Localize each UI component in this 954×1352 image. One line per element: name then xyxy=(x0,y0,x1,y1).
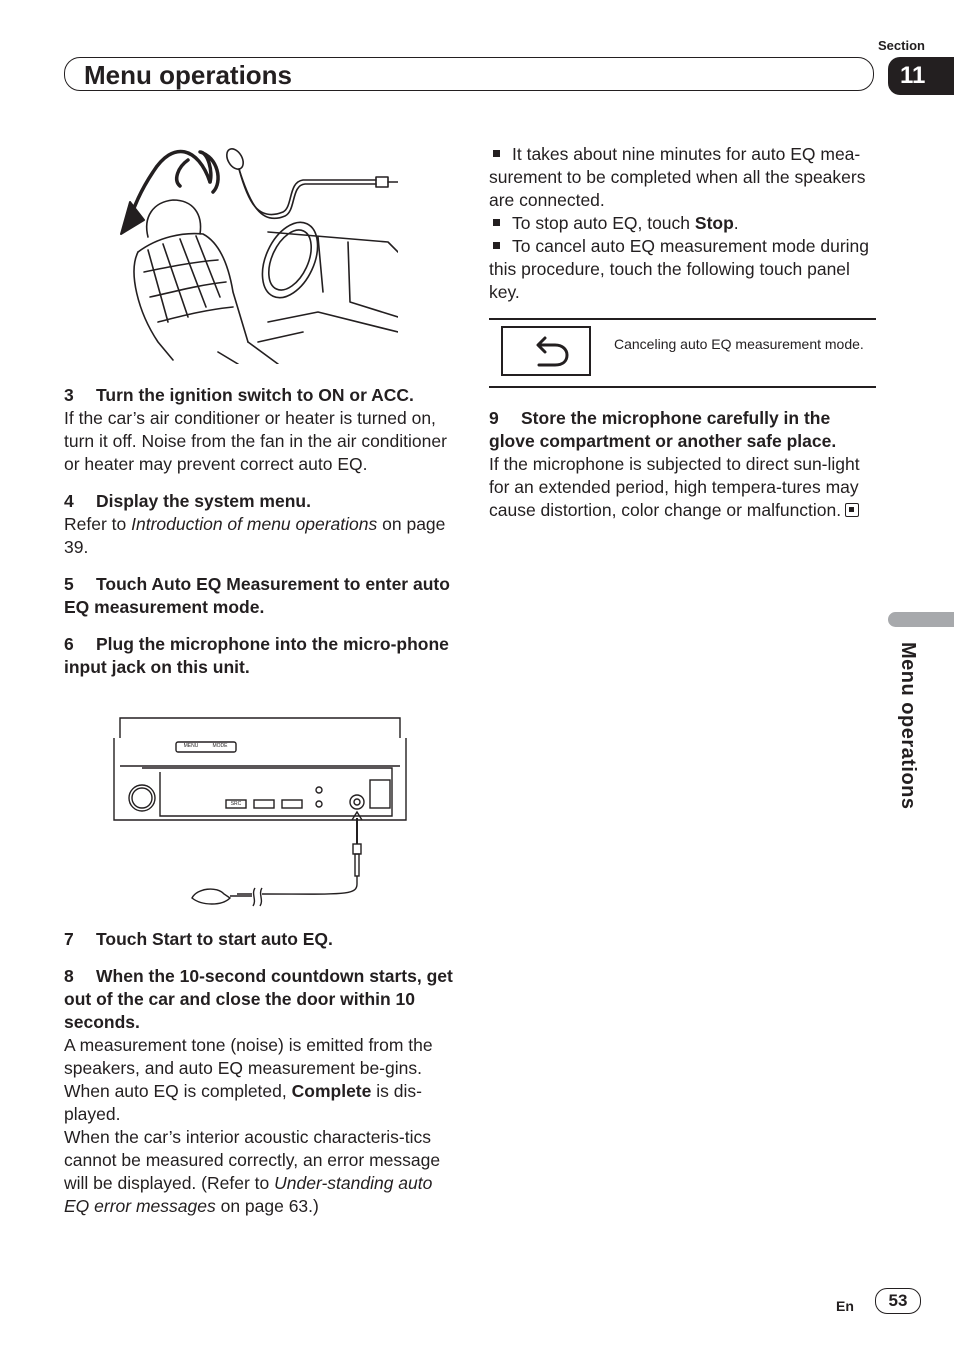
head-unit-illustration xyxy=(112,716,408,912)
step-8-body-3: When the car’s interior acoustic characteris-tics cannot be measured correctly, an error message will be displayed. (Refer to Under-standing auto EQ error messages on page 63.) xyxy=(64,1127,441,1216)
intro-menu-link: Introduction of menu operations xyxy=(131,514,378,534)
step-7-title: 7 Touch Start to start auto EQ. xyxy=(64,929,333,949)
bullet-stop: To stop auto EQ, touch Stop. xyxy=(489,212,877,235)
step-8-body-2: When auto EQ is completed, Complete is dis-played. xyxy=(64,1081,422,1124)
step-3-body: If the car’s air conditioner or heater is turned on, turn it off. Noise from the fan in the air conditioner or heater may prevent correct auto EQ. xyxy=(64,408,447,474)
car-seat-microphone-illustration xyxy=(118,142,398,364)
step-8-title: 8 When the 10-second countdown starts, get out of the car and close the door within 10 seconds. xyxy=(64,966,453,1032)
unit-mode-button: MODE xyxy=(212,743,228,749)
key-description: Canceling auto EQ measurement mode. xyxy=(614,336,864,352)
step-3-title: 3 Turn the ignition switch to ON or ACC. xyxy=(64,385,414,405)
bullet-cancel: To cancel auto EQ measurement mode during this procedure, touch the following touch panel key. xyxy=(489,236,869,302)
section-label: Section xyxy=(878,38,925,53)
back-key xyxy=(501,326,591,376)
step-6-title: 6 Plug the microphone into the micro-phone input jack on this unit. xyxy=(64,634,449,677)
right-column xyxy=(489,143,877,304)
left-column-lower xyxy=(64,928,454,1218)
step-9-title: 9 Store the microphone carefully in the glove compartment or another safe place. xyxy=(489,408,837,451)
language-label: En xyxy=(836,1298,854,1314)
side-tab-marker xyxy=(888,612,954,627)
side-tab-label: Menu operations xyxy=(897,642,919,810)
step-9-body: If the microphone is subjected to direct sun-light for an extended period, high tempera-tures may cause distortion, color change or malfunction. xyxy=(489,454,860,520)
end-mark-icon xyxy=(845,503,859,517)
step-4-title: 4 Display the system menu. xyxy=(64,491,311,511)
step-8-body-1: A measurement tone (noise) is emitted from the speakers, and auto EQ measurement be-gins. xyxy=(64,1035,433,1078)
unit-src-button: SRC xyxy=(230,801,242,807)
left-column xyxy=(64,384,454,679)
page-number: 53 xyxy=(875,1288,921,1314)
right-column-lower xyxy=(489,407,879,522)
return-arrow-icon xyxy=(503,328,589,374)
step-5-title: 5 Touch Auto EQ Measurement to enter auto EQ measurement mode. xyxy=(64,574,450,617)
key-table xyxy=(489,318,876,388)
section-number: 11 xyxy=(888,57,954,95)
unit-menu-button: MENU xyxy=(183,743,199,749)
bullet-duration: It takes about nine minutes for auto EQ mea-surement to be completed when all the speakers are connected. xyxy=(489,144,866,210)
step-4-body: Refer to Introduction of menu operations on page 39. xyxy=(64,514,446,557)
page-title: Menu operations xyxy=(84,60,293,90)
error-messages-link: Under-standing auto EQ error messages xyxy=(64,1173,433,1216)
